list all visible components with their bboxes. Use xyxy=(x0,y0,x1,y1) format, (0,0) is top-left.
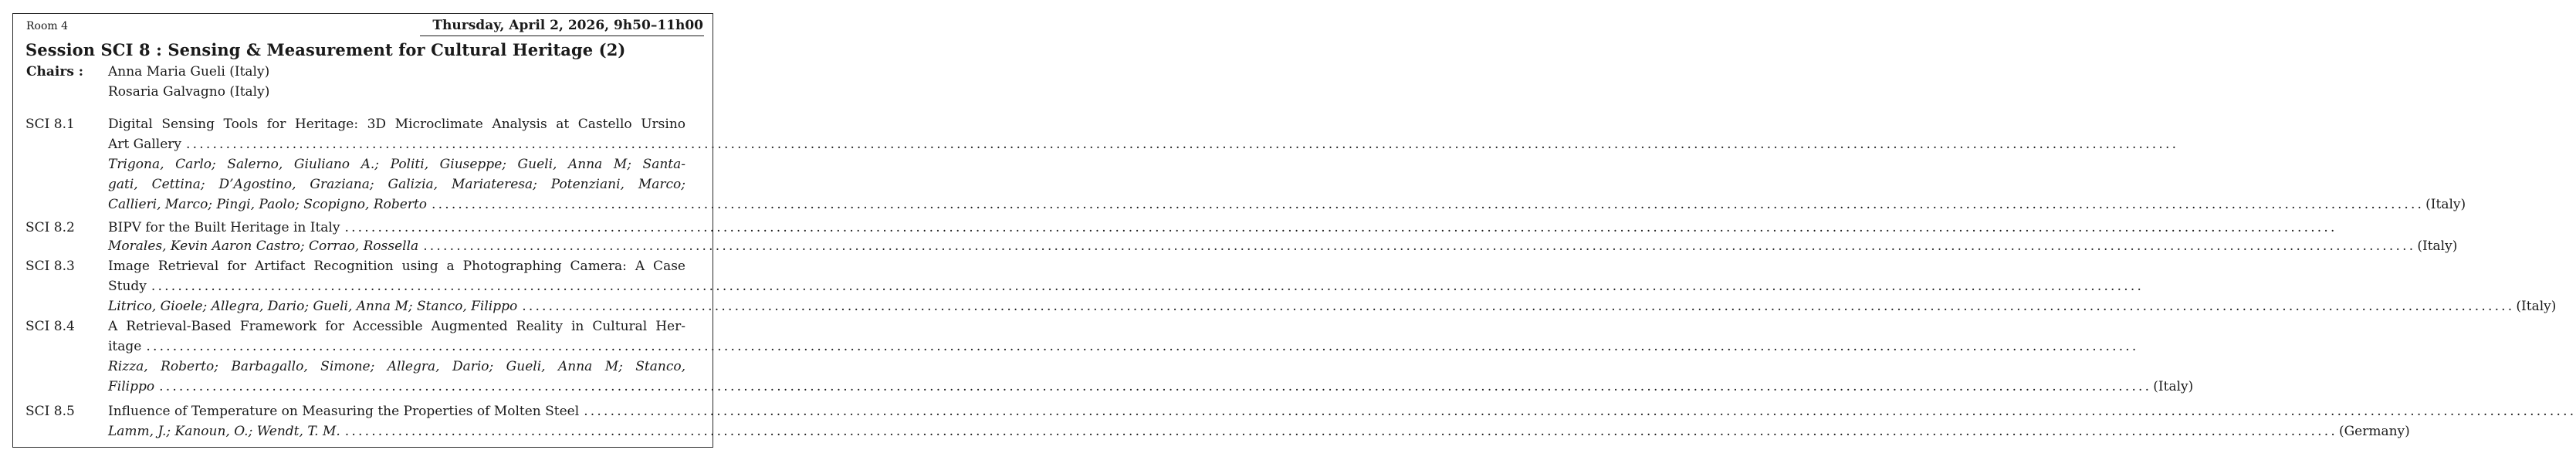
paper-title-line xyxy=(108,136,2179,154)
paper-country: (Italy) xyxy=(2417,238,2458,254)
paper-title-text: BIPV for the Built Heritage in Italy xyxy=(108,220,340,235)
paper-authors-line xyxy=(108,378,2194,396)
paper-authors-text: Morales, Kevin Aaron Castro; Corrao, Rossella xyxy=(108,238,419,254)
leader-dots: ............................................................................................................................................................................................................................................................................................................ xyxy=(584,404,2576,419)
paper-authors-line xyxy=(108,196,2466,214)
paper-authors-text: Callieri, Marco; Pingi, Paolo; Scopigno, Roberto xyxy=(108,197,428,212)
paper-title-text: Art Gallery xyxy=(108,137,182,152)
leader-dots: ............................................................................................................................................................................................................................................................................................................ xyxy=(151,279,2144,294)
paper-code: SCI 8.2 xyxy=(25,220,75,235)
paper-authors-line: gati, Cettina; D’Agostino, Graziana; Galizia, Mariateresa; Potenziani, Marco; xyxy=(108,177,685,192)
paper-title-line xyxy=(108,278,2144,296)
paper-title-line: Image Retrieval for Artifact Recognition using a Photographing Camera: A Case xyxy=(108,259,685,274)
paper-title-line xyxy=(108,338,2139,356)
leader-dots: ............................................................................................................................................................................................................................................................................................................ xyxy=(146,339,2139,354)
paper-title-text: itage xyxy=(108,339,142,354)
leader-dots: ............................................................................................................................................................................................................................................................................................................ xyxy=(423,238,2416,254)
paper-country: (Italy) xyxy=(2425,197,2466,212)
leader-dots: ............................................................................................................................................................................................................................................................................................................ xyxy=(159,379,2152,394)
paper-country: (Italy) xyxy=(2153,379,2194,394)
paper-country: (Italy) xyxy=(2516,299,2557,314)
paper-authors-line xyxy=(108,423,2410,441)
paper-authors-text: Litrico, Gioele; Allegra, Dario; Gueli, Anna M; Stanco, Filippo xyxy=(108,299,518,314)
leader-dots: ............................................................................................................................................................................................................................................................................................................ xyxy=(344,220,2337,235)
chair-name: Anna Maria Gueli (Italy) xyxy=(108,64,270,79)
paper-authors-text: Lamm, J.; Kanoun, O.; Wendt, T. M. xyxy=(108,424,340,439)
paper-title-line xyxy=(108,219,2337,237)
leader-dots: ............................................................................................................................................................................................................................................................................................................ xyxy=(186,137,2179,152)
leader-dots: ............................................................................................................................................................................................................................................................................................................ xyxy=(344,424,2337,439)
paper-code: SCI 8.3 xyxy=(25,259,75,274)
paper-code: SCI 8.5 xyxy=(25,404,75,419)
paper-authors-line: Trigona, Carlo; Salerno, Giuliano A.; Politi, Giuseppe; Gueli, Anna M; Santa- xyxy=(108,157,685,172)
room-label: Room 4 xyxy=(26,20,69,32)
paper-authors-line xyxy=(108,238,2458,255)
paper-title-text: Influence of Temperature on Measuring the Properties of Molten Steel xyxy=(108,404,580,419)
chair-name: Rosaria Galvagno (Italy) xyxy=(108,84,270,100)
paper-title-line: A Retrieval-Based Framework for Accessible Augmented Reality in Cultural Her- xyxy=(108,319,685,334)
paper-country: (Germany) xyxy=(2338,424,2410,439)
paper-authors-text: Filippo xyxy=(108,379,155,394)
session-date-time: Thursday, April 2, 2026, 9h50–11h00 xyxy=(432,18,703,33)
paper-title-line: Digital Sensing Tools for Heritage: 3D Microclimate Analysis at Castello Ursino xyxy=(108,117,685,132)
paper-authors-line xyxy=(108,298,2557,316)
paper-code: SCI 8.1 xyxy=(25,117,75,132)
session-title: Session SCI 8 : Sensing & Measurement for Cultural Heritage (2) xyxy=(25,40,626,59)
paper-title-text: Study xyxy=(108,279,147,294)
paper-authors-line: Rizza, Roberto; Barbagallo, Simone; Allegra, Dario; Gueli, Anna M; Stanco, xyxy=(108,359,685,374)
paper-title-line xyxy=(108,403,2576,421)
leader-dots: ............................................................................................................................................................................................................................................................................................................ xyxy=(432,197,2425,212)
paper-code: SCI 8.4 xyxy=(25,319,75,334)
chairs-label: Chairs : xyxy=(26,64,84,79)
leader-dots: ............................................................................................................................................................................................................................................................................................................ xyxy=(522,299,2515,314)
